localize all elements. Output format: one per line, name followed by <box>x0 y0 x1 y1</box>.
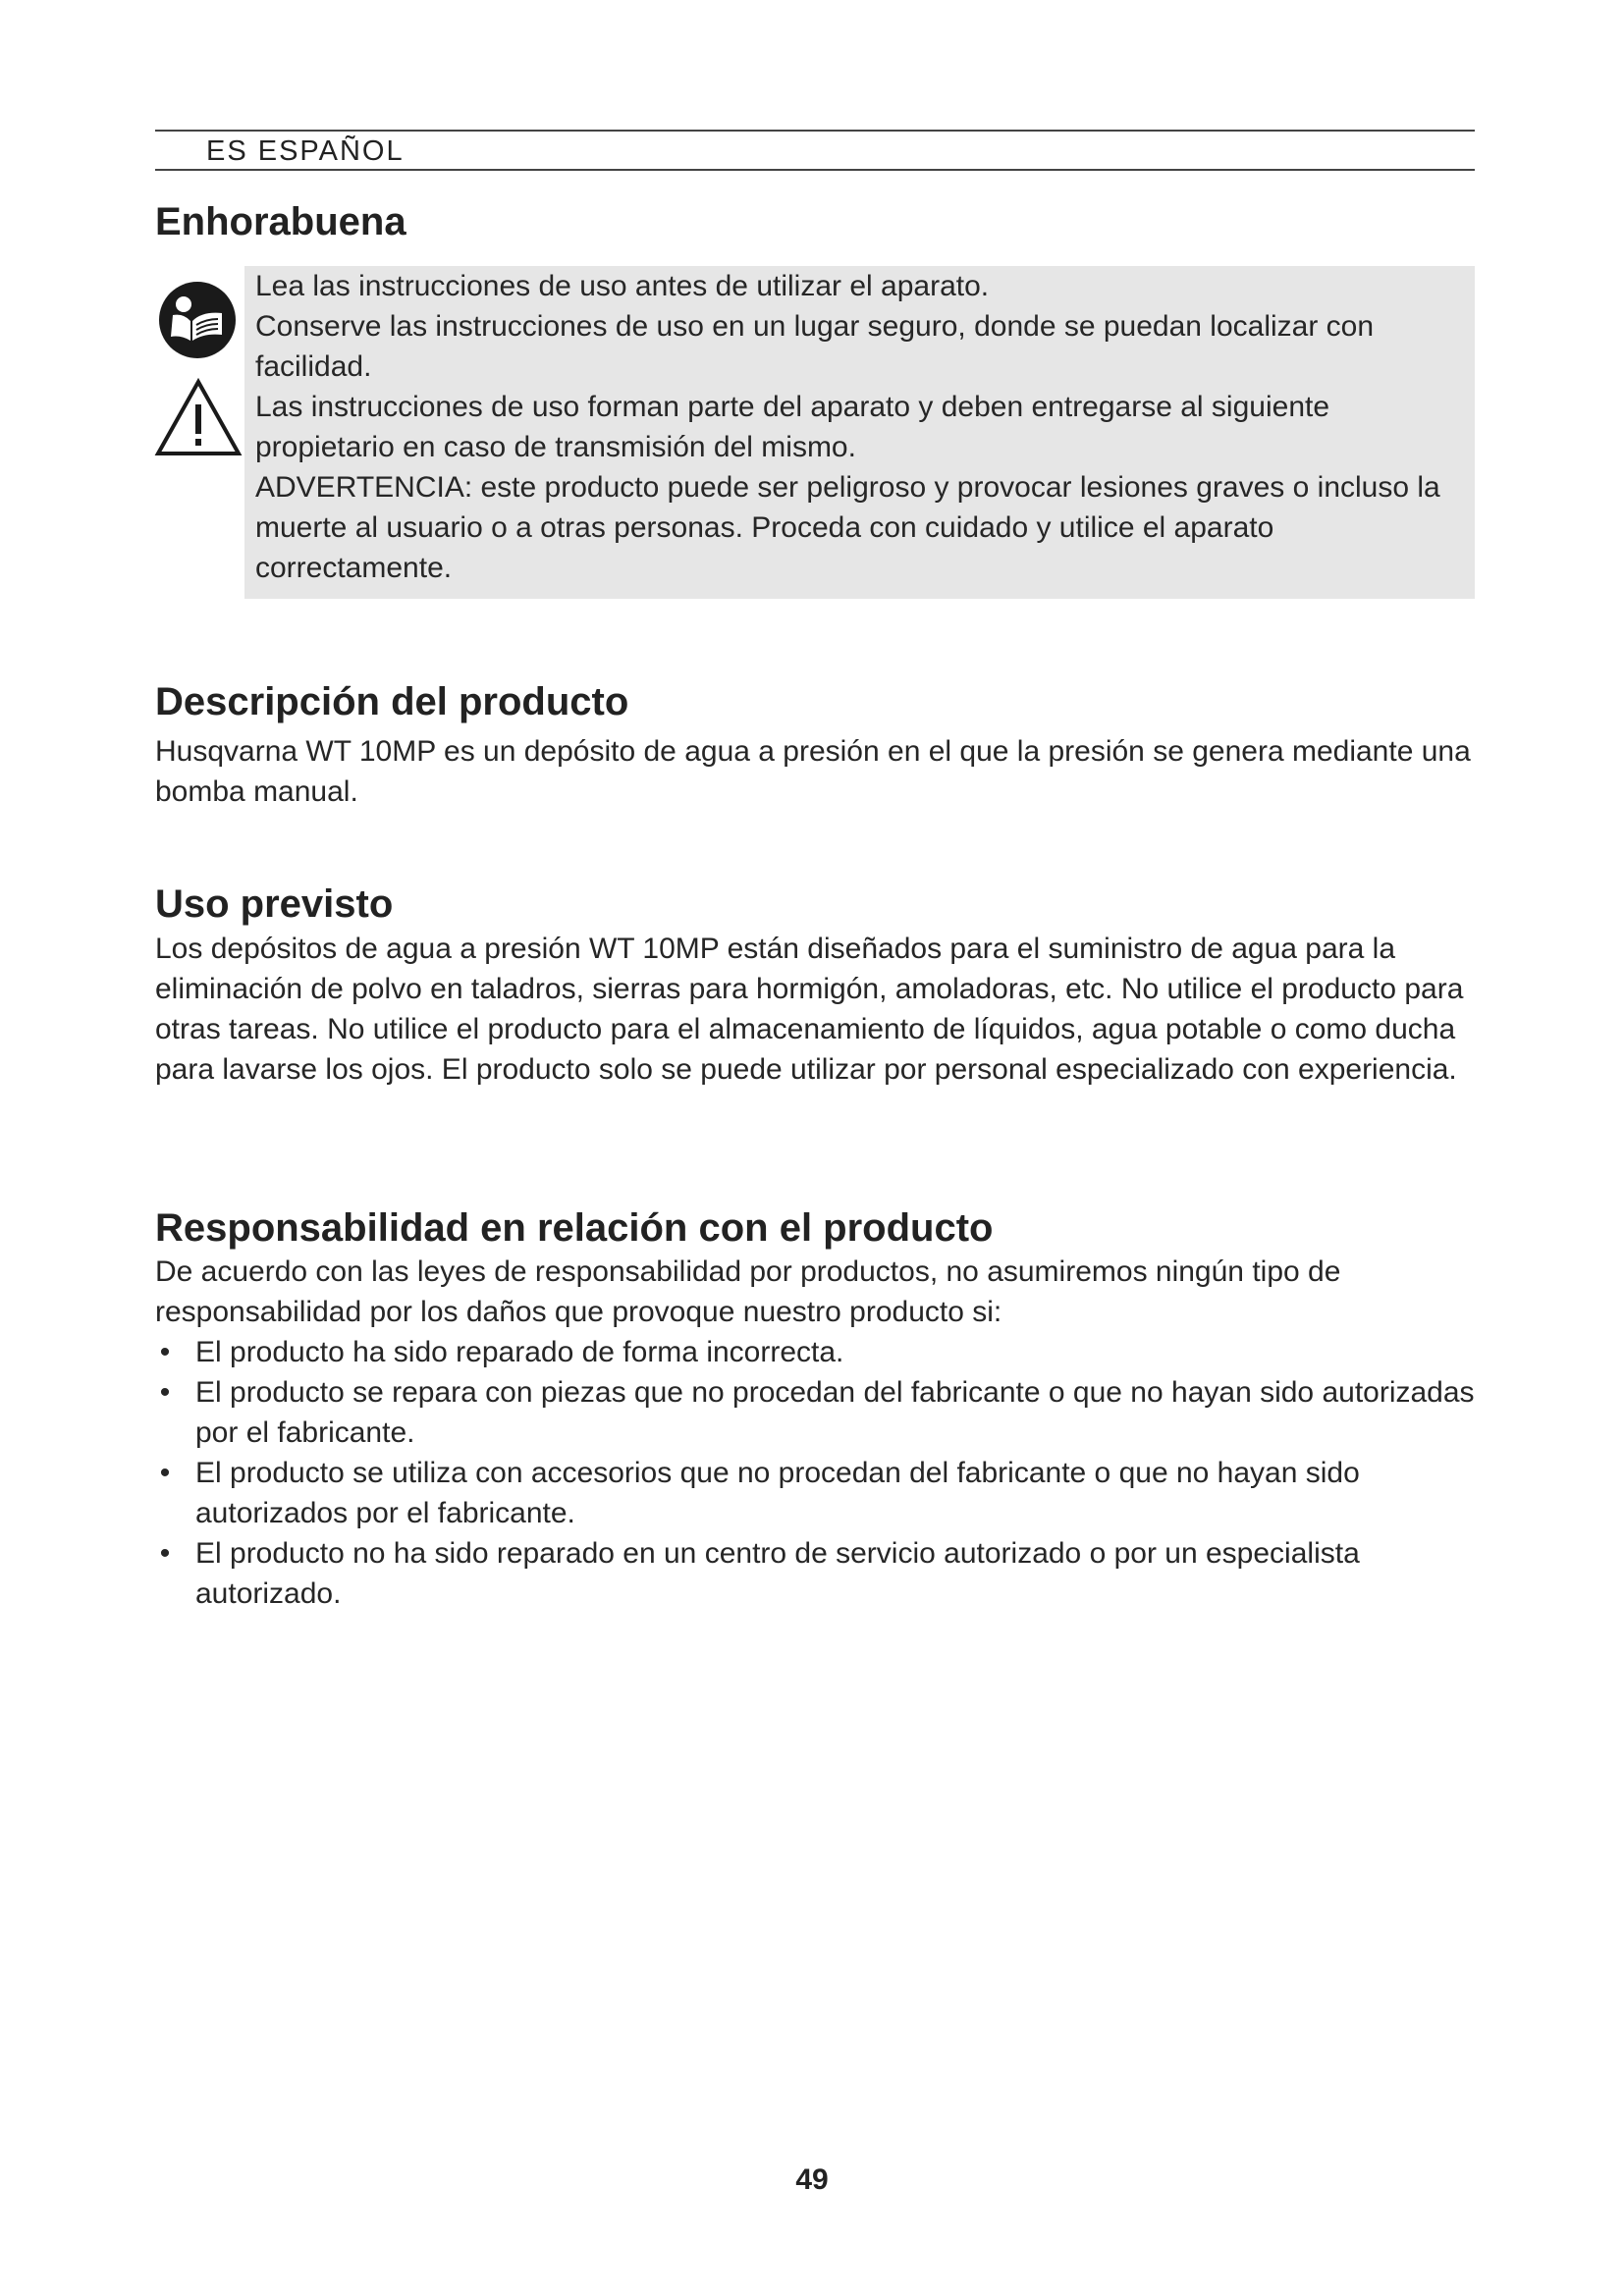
safety-notice-box <box>244 266 1475 599</box>
liability-intro: De acuerdo con las leyes de responsabilidad por productos, no asumiremos ningún tipo de responsabilidad por los daños que provoque nuestro producto si: <box>155 1255 1341 1328</box>
intended-use-title: Uso previsto <box>155 882 394 926</box>
list-item: • El producto se repara con piezas que no procedan del fabricante o que no hayan sido autorizadas por el fabricante. <box>155 1372 1481 1453</box>
bullet-symbol: • <box>159 1376 171 1409</box>
description-title: Descripción del producto <box>155 680 629 723</box>
language-header <box>155 130 1475 171</box>
liability-bullet-list <box>155 1332 1481 1614</box>
bullet-symbol: • <box>159 1537 171 1570</box>
language-label: ES ESPAÑOL <box>206 135 405 167</box>
notice-line: Las instrucciones de uso forman parte del aparato y deben entregarse al siguiente propietario en caso de transmisión del mismo. <box>255 391 1330 463</box>
list-item: • El producto se utiliza con accesorios que no procedan del fabricante o que no hayan sido autorizados por el fabricante. <box>155 1453 1481 1533</box>
congrats-title: Enhorabuena <box>155 200 406 243</box>
bullet-symbol: • <box>159 1336 171 1368</box>
bullet-symbol: • <box>159 1457 171 1489</box>
warning-triangle-icon <box>154 377 243 457</box>
notice-line: ADVERTENCIA: este producto puede ser peligroso y provocar lesiones graves o incluso la muerte al usuario o a otras personas. Proceda con cuidado y utilice el aparato correctamente. <box>255 471 1440 584</box>
intended-use-text: Los depósitos de agua a presión WT 10MP están diseñados para el suministro de agua para la eliminación de polvo en taladros, sierras para hormigón, amoladoras, etc. No utilice el producto para otras tareas. No utilice el producto para el almacenamiento de líquidos, agua potable o como ducha para lavarse los ojos. El producto solo se puede utilizar por personal especializado con experiencia. <box>155 933 1464 1086</box>
list-item: • El producto no ha sido reparado en un centro de servicio autorizado o por un especialista autorizado. <box>155 1533 1481 1614</box>
page-number: 49 <box>795 2163 829 2196</box>
description-text: Husqvarna WT 10MP es un depósito de agua a presión en el que la presión se genera mediante una bomba manual. <box>155 735 1471 808</box>
liability-title: Responsabilidad en relación con el producto <box>155 1206 994 1250</box>
notice-line: Lea las instrucciones de uso antes de utilizar el aparato. <box>255 270 990 302</box>
notice-line: Conserve las instrucciones de uso en un lugar seguro, donde se puedan localizar con facilidad. <box>255 310 1375 383</box>
read-manual-icon <box>157 280 238 360</box>
list-item: • El producto ha sido reparado de forma incorrecta. <box>155 1332 1481 1372</box>
